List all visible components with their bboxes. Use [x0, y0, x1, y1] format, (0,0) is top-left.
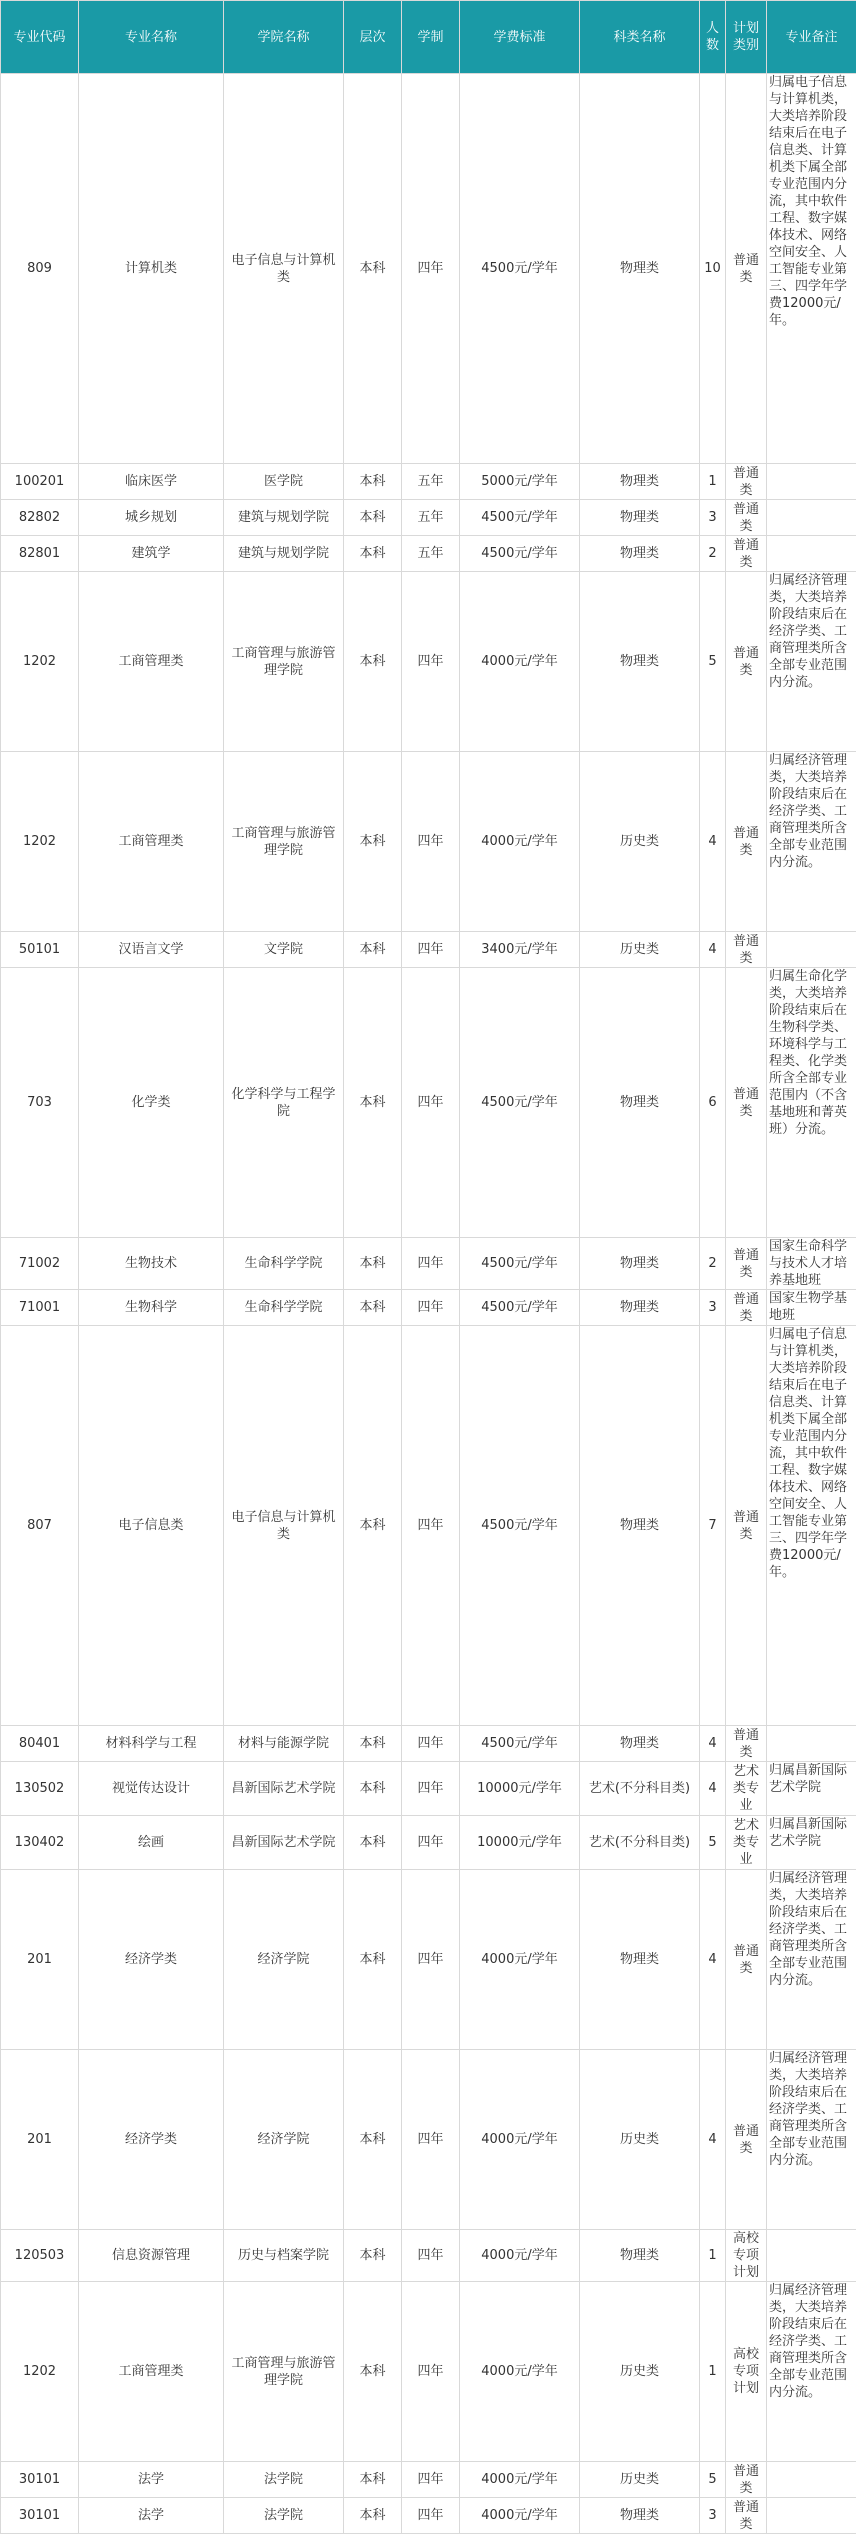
cell-remark: 归属生命化学类，大类培养阶段结束后在生物科学类、环境科学与工程类、化学类所含全部专业范围内（不含基地班和菁英班）分流。: [767, 968, 856, 1238]
header-cell: 专业备注: [767, 1, 856, 74]
cell-code: 201: [1, 2050, 79, 2230]
cell-subject: 物理类: [580, 572, 700, 752]
cell-code: 80401: [1, 1726, 79, 1762]
header-cell: 专业名称: [79, 1, 224, 74]
cell-count: 4: [700, 1870, 726, 2050]
cell-level: 本科: [344, 536, 402, 572]
cell-subject: 历史类: [580, 932, 700, 968]
cell-fee: 4500元/学年: [460, 74, 580, 464]
cell-plan: 高校专项计划: [726, 2230, 767, 2282]
cell-fee: 10000元/学年: [460, 1816, 580, 1870]
cell-remark: 归属电子信息与计算机类，大类培养阶段结束后在电子信息类、计算机类下属全部专业范围内分流，其中软件工程、数字媒体技术、网络空间安全、人工智能专业第三、四学年学费12000元/年。: [767, 74, 856, 464]
cell-years: 四年: [402, 968, 460, 1238]
cell-code: 130402: [1, 1816, 79, 1870]
cell-college: 文学院: [224, 932, 344, 968]
cell-plan: 普通类: [726, 1870, 767, 2050]
cell-level: 本科: [344, 1816, 402, 1870]
cell-remark: 归属经济管理类，大类培养阶段结束后在经济学类、工商管理类所含全部专业范围内分流。: [767, 2050, 856, 2230]
cell-fee: 4000元/学年: [460, 1870, 580, 2050]
cell-fee: 4500元/学年: [460, 1726, 580, 1762]
cell-years: 四年: [402, 1816, 460, 1870]
header-cell: 学制: [402, 1, 460, 74]
cell-fee: 4500元/学年: [460, 500, 580, 536]
cell-years: 五年: [402, 500, 460, 536]
cell-years: 四年: [402, 1290, 460, 1326]
cell-college: 工商管理与旅游管理学院: [224, 752, 344, 932]
cell-plan: 普通类: [726, 932, 767, 968]
cell-code: 1202: [1, 2282, 79, 2462]
cell-level: 本科: [344, 1238, 402, 1290]
cell-college: 医学院: [224, 464, 344, 500]
cell-remark: 归属经济管理类，大类培养阶段结束后在经济学类、工商管理类所含全部专业范围内分流。: [767, 2282, 856, 2462]
cell-count: 5: [700, 572, 726, 752]
cell-college: 材料与能源学院: [224, 1726, 344, 1762]
cell-college: 历史与档案学院: [224, 2230, 344, 2282]
cell-code: 201: [1, 1870, 79, 2050]
cell-years: 四年: [402, 1326, 460, 1726]
cell-remark: [767, 1726, 856, 1762]
cell-major: 化学类: [79, 968, 224, 1238]
cell-fee: 4500元/学年: [460, 968, 580, 1238]
cell-level: 本科: [344, 2282, 402, 2462]
cell-years: 四年: [402, 572, 460, 752]
table-row: [1, 1870, 856, 2050]
cell-level: 本科: [344, 968, 402, 1238]
cell-subject: 物理类: [580, 464, 700, 500]
cell-major: 法学: [79, 2498, 224, 2534]
cell-subject: 历史类: [580, 2462, 700, 2498]
cell-college: 工商管理与旅游管理学院: [224, 2282, 344, 2462]
cell-college: 电子信息与计算机类: [224, 1326, 344, 1726]
cell-fee: 4500元/学年: [460, 1290, 580, 1326]
cell-years: 四年: [402, 2498, 460, 2534]
cell-fee: 4000元/学年: [460, 2282, 580, 2462]
table-row: [1, 1726, 856, 1762]
cell-subject: 艺术(不分科目类): [580, 1762, 700, 1816]
cell-fee: 4000元/学年: [460, 572, 580, 752]
cell-level: 本科: [344, 1870, 402, 2050]
cell-level: 本科: [344, 464, 402, 500]
cell-years: 四年: [402, 2282, 460, 2462]
table-row: [1, 464, 856, 500]
table-row: [1, 932, 856, 968]
cell-remark: 归属经济管理类，大类培养阶段结束后在经济学类、工商管理类所含全部专业范围内分流。: [767, 572, 856, 752]
cell-major: 工商管理类: [79, 2282, 224, 2462]
cell-plan: 普通类: [726, 2498, 767, 2534]
cell-subject: 物理类: [580, 968, 700, 1238]
table-row: [1, 752, 856, 932]
cell-code: 703: [1, 968, 79, 1238]
cell-years: 五年: [402, 536, 460, 572]
table-row: [1, 2050, 856, 2230]
cell-remark: 归属昌新国际艺术学院: [767, 1816, 856, 1870]
table-row: [1, 1326, 856, 1726]
cell-remark: [767, 2462, 856, 2498]
cell-fee: 4000元/学年: [460, 2230, 580, 2282]
cell-count: 5: [700, 1816, 726, 1870]
cell-level: 本科: [344, 2230, 402, 2282]
cell-major: 工商管理类: [79, 572, 224, 752]
cell-college: 经济学院: [224, 1870, 344, 2050]
cell-code: 82802: [1, 500, 79, 536]
cell-plan: 艺术类专业: [726, 1816, 767, 1870]
cell-years: 四年: [402, 74, 460, 464]
cell-level: 本科: [344, 1290, 402, 1326]
cell-remark: [767, 932, 856, 968]
cell-years: 四年: [402, 1762, 460, 1816]
cell-plan: 高校专项计划: [726, 2282, 767, 2462]
cell-subject: 历史类: [580, 2282, 700, 2462]
cell-fee: 4000元/学年: [460, 752, 580, 932]
cell-subject: 物理类: [580, 1326, 700, 1726]
cell-major: 材料科学与工程: [79, 1726, 224, 1762]
cell-remark: [767, 536, 856, 572]
cell-major: 经济学类: [79, 2050, 224, 2230]
table-row: [1, 572, 856, 752]
cell-subject: 艺术(不分科目类): [580, 1816, 700, 1870]
cell-college: 法学院: [224, 2498, 344, 2534]
header-cell: 人数: [700, 1, 726, 74]
cell-major: 法学: [79, 2462, 224, 2498]
cell-level: 本科: [344, 2050, 402, 2230]
cell-years: 四年: [402, 1726, 460, 1762]
cell-college: 建筑与规划学院: [224, 500, 344, 536]
table-row: [1, 536, 856, 572]
table-body: [1, 74, 856, 2534]
cell-count: 2: [700, 1238, 726, 1290]
cell-subject: 物理类: [580, 74, 700, 464]
cell-code: 1202: [1, 572, 79, 752]
cell-years: 四年: [402, 2230, 460, 2282]
header-cell: 学院名称: [224, 1, 344, 74]
cell-level: 本科: [344, 2498, 402, 2534]
cell-count: 10: [700, 74, 726, 464]
cell-remark: 归属经济管理类，大类培养阶段结束后在经济学类、工商管理类所含全部专业范围内分流。: [767, 752, 856, 932]
cell-count: 6: [700, 968, 726, 1238]
cell-remark: 国家生物学基地班: [767, 1290, 856, 1326]
cell-level: 本科: [344, 1762, 402, 1816]
cell-level: 本科: [344, 1326, 402, 1726]
table-row: [1, 2230, 856, 2282]
cell-count: 7: [700, 1326, 726, 1726]
cell-major: 视觉传达设计: [79, 1762, 224, 1816]
cell-subject: 物理类: [580, 1238, 700, 1290]
cell-years: 四年: [402, 752, 460, 932]
cell-code: 82801: [1, 536, 79, 572]
cell-plan: 普通类: [726, 752, 767, 932]
cell-code: 120503: [1, 2230, 79, 2282]
cell-remark: 国家生命科学与技术人才培养基地班: [767, 1238, 856, 1290]
cell-remark: [767, 2230, 856, 2282]
cell-fee: 4000元/学年: [460, 2050, 580, 2230]
cell-major: 电子信息类: [79, 1326, 224, 1726]
cell-count: 1: [700, 2230, 726, 2282]
cell-major: 经济学类: [79, 1870, 224, 2050]
cell-college: 生命科学学院: [224, 1290, 344, 1326]
cell-count: 4: [700, 1726, 726, 1762]
table-row: [1, 2498, 856, 2534]
cell-code: 30101: [1, 2462, 79, 2498]
cell-count: 4: [700, 752, 726, 932]
cell-plan: 普通类: [726, 1726, 767, 1762]
cell-college: 昌新国际艺术学院: [224, 1762, 344, 1816]
cell-years: 四年: [402, 1870, 460, 2050]
cell-fee: 3400元/学年: [460, 932, 580, 968]
cell-count: 5: [700, 2462, 726, 2498]
cell-subject: 物理类: [580, 500, 700, 536]
cell-code: 1202: [1, 752, 79, 932]
cell-count: 1: [700, 464, 726, 500]
cell-college: 法学院: [224, 2462, 344, 2498]
cell-code: 50101: [1, 932, 79, 968]
table-row: [1, 1238, 856, 1290]
header-cell: 专业代码: [1, 1, 79, 74]
cell-major: 绘画: [79, 1816, 224, 1870]
cell-level: 本科: [344, 500, 402, 536]
cell-years: 四年: [402, 932, 460, 968]
table-row: [1, 2282, 856, 2462]
cell-college: 工商管理与旅游管理学院: [224, 572, 344, 752]
cell-plan: 普通类: [726, 1326, 767, 1726]
cell-plan: 普通类: [726, 2050, 767, 2230]
cell-level: 本科: [344, 74, 402, 464]
cell-count: 4: [700, 1762, 726, 1816]
cell-plan: 普通类: [726, 1290, 767, 1326]
cell-code: 71002: [1, 1238, 79, 1290]
cell-plan: 普通类: [726, 968, 767, 1238]
cell-count: 1: [700, 2282, 726, 2462]
cell-major: 计算机类: [79, 74, 224, 464]
cell-major: 城乡规划: [79, 500, 224, 536]
cell-level: 本科: [344, 932, 402, 968]
cell-subject: 物理类: [580, 2230, 700, 2282]
cell-plan: 普通类: [726, 1238, 767, 1290]
cell-plan: 普通类: [726, 74, 767, 464]
cell-subject: 物理类: [580, 1870, 700, 2050]
cell-plan: 普通类: [726, 2462, 767, 2498]
cell-level: 本科: [344, 2462, 402, 2498]
cell-college: 生命科学学院: [224, 1238, 344, 1290]
cell-count: 2: [700, 536, 726, 572]
cell-remark: [767, 2498, 856, 2534]
table-row: [1, 968, 856, 1238]
cell-fee: 4500元/学年: [460, 536, 580, 572]
cell-college: 昌新国际艺术学院: [224, 1816, 344, 1870]
cell-college: 化学科学与工程学院: [224, 968, 344, 1238]
cell-major: 信息资源管理: [79, 2230, 224, 2282]
cell-remark: 归属昌新国际艺术学院: [767, 1762, 856, 1816]
header-row: [1, 1, 856, 74]
cell-major: 生物科学: [79, 1290, 224, 1326]
cell-level: 本科: [344, 752, 402, 932]
cell-fee: 4500元/学年: [460, 1326, 580, 1726]
cell-plan: 普通类: [726, 572, 767, 752]
cell-remark: 归属经济管理类，大类培养阶段结束后在经济学类、工商管理类所含全部专业范围内分流。: [767, 1870, 856, 2050]
header-cell: 层次: [344, 1, 402, 74]
cell-code: 130502: [1, 1762, 79, 1816]
cell-subject: 物理类: [580, 1290, 700, 1326]
cell-years: 四年: [402, 1238, 460, 1290]
cell-college: 电子信息与计算机类: [224, 74, 344, 464]
cell-code: 30101: [1, 2498, 79, 2534]
table-row: [1, 1762, 856, 1816]
cell-code: 809: [1, 74, 79, 464]
header-cell: 学费标准: [460, 1, 580, 74]
header-cell: 科类名称: [580, 1, 700, 74]
table-row: [1, 2462, 856, 2498]
cell-remark: 归属电子信息与计算机类，大类培养阶段结束后在电子信息类、计算机类下属全部专业范围内分流，其中软件工程、数字媒体技术、网络空间安全、人工智能专业第三、四学年学费12000元/年。: [767, 1326, 856, 1726]
cell-college: 建筑与规划学院: [224, 536, 344, 572]
cell-subject: 物理类: [580, 536, 700, 572]
cell-fee: 4000元/学年: [460, 2498, 580, 2534]
cell-fee: 5000元/学年: [460, 464, 580, 500]
table-row: [1, 74, 856, 464]
cell-plan: 普通类: [726, 464, 767, 500]
cell-code: 100201: [1, 464, 79, 500]
cell-plan: 普通类: [726, 500, 767, 536]
cell-subject: 物理类: [580, 2498, 700, 2534]
cell-plan: 艺术类专业: [726, 1762, 767, 1816]
cell-major: 生物技术: [79, 1238, 224, 1290]
cell-code: 807: [1, 1326, 79, 1726]
cell-major: 临床医学: [79, 464, 224, 500]
header-cell: 计划类别: [726, 1, 767, 74]
cell-count: 3: [700, 1290, 726, 1326]
cell-major: 建筑学: [79, 536, 224, 572]
cell-count: 4: [700, 932, 726, 968]
cell-years: 四年: [402, 2050, 460, 2230]
table-row: [1, 500, 856, 536]
cell-fee: 4000元/学年: [460, 2462, 580, 2498]
cell-code: 71001: [1, 1290, 79, 1326]
cell-subject: 历史类: [580, 2050, 700, 2230]
cell-subject: 历史类: [580, 752, 700, 932]
cell-count: 4: [700, 2050, 726, 2230]
table-row: [1, 1816, 856, 1870]
cell-plan: 普通类: [726, 536, 767, 572]
cell-remark: [767, 500, 856, 536]
cell-years: 五年: [402, 464, 460, 500]
table-row: [1, 1290, 856, 1326]
cell-major: 工商管理类: [79, 752, 224, 932]
cell-count: 3: [700, 2498, 726, 2534]
cell-years: 四年: [402, 2462, 460, 2498]
cell-college: 经济学院: [224, 2050, 344, 2230]
cell-count: 3: [700, 500, 726, 536]
cell-major: 汉语言文学: [79, 932, 224, 968]
cell-fee: 4500元/学年: [460, 1238, 580, 1290]
cell-level: 本科: [344, 572, 402, 752]
cell-fee: 10000元/学年: [460, 1762, 580, 1816]
cell-subject: 物理类: [580, 1726, 700, 1762]
cell-level: 本科: [344, 1726, 402, 1762]
cell-remark: [767, 464, 856, 500]
